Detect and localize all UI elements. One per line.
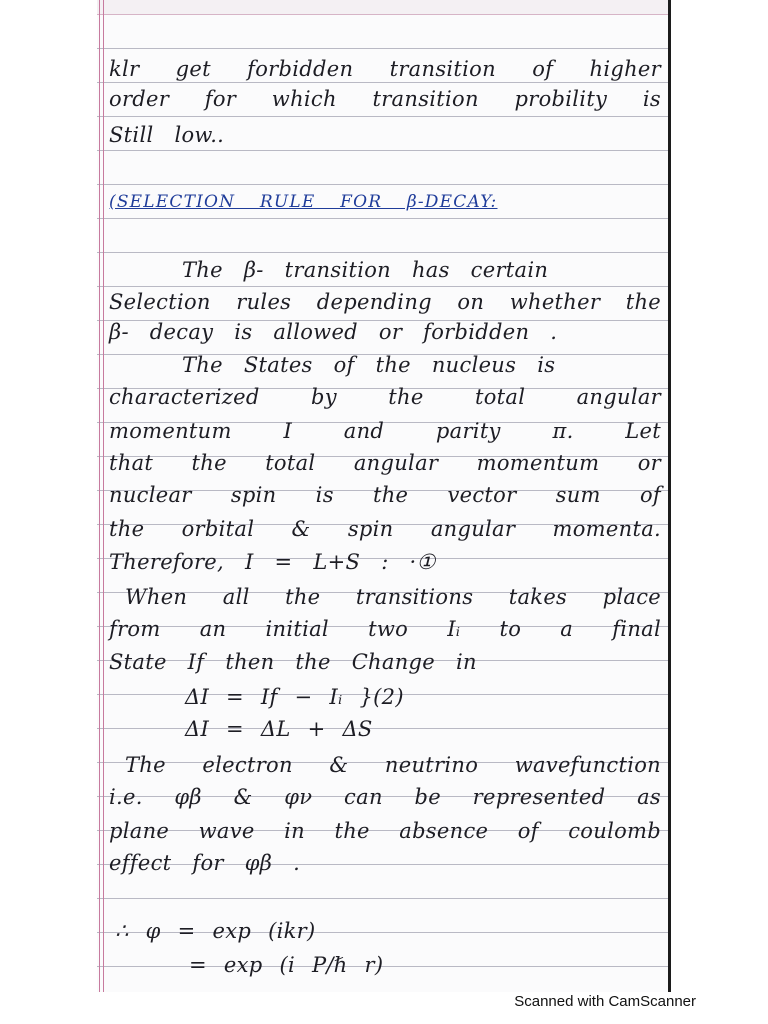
- note-line: Selection rules depending on whether the: [109, 290, 661, 314]
- note-line: Still low..: [109, 123, 225, 147]
- notebook-page: [97, 0, 671, 992]
- section-heading: (SELECTION RULE FOR β-DECAY:: [109, 192, 498, 212]
- note-line: effect for φβ .: [109, 851, 301, 875]
- note-line: i.e. φβ & φν can be represented as: [109, 785, 661, 809]
- note-line: The electron & neutrino wavefunction: [125, 753, 661, 777]
- note-line: that the total angular momentum or: [109, 451, 661, 475]
- note-line: nuclear spin is the vector sum of: [109, 483, 661, 507]
- margin-line: [103, 0, 104, 992]
- note-line: the orbital & spin angular momenta.: [109, 517, 661, 541]
- note-line: Therefore, I = L+S : ·①: [109, 550, 436, 574]
- equation-line: ∴ φ = exp (ikr): [115, 919, 316, 943]
- note-line: When all the transitions takes place: [125, 585, 661, 609]
- note-line: characterized by the total angular: [109, 385, 661, 409]
- note-line: The States of the nucleus is: [182, 353, 556, 377]
- margin-line: [99, 0, 100, 992]
- page-top-band: [97, 0, 668, 15]
- note-line: klr get forbidden transition of higher: [109, 57, 661, 81]
- note-line: order for which transition probility is: [109, 87, 661, 111]
- equation-line: ΔI = ΔL + ΔS: [185, 717, 373, 741]
- scanner-watermark: Scanned with CamScanner: [514, 993, 696, 1010]
- note-line: from an initial two Iᵢ to a final: [109, 617, 661, 641]
- note-line: State If then the Change in: [109, 650, 477, 674]
- note-line: plane wave in the absence of coulomb: [109, 819, 661, 843]
- equation-line: ΔI = If − Iᵢ }(2): [185, 685, 404, 709]
- note-line: The β- transition has certain: [182, 258, 549, 282]
- note-line: momentum I and parity π. Let: [109, 419, 661, 443]
- note-line: β- decay is allowed or forbidden .: [109, 320, 558, 344]
- equation-line: = exp (i P/ℏ r): [189, 953, 384, 977]
